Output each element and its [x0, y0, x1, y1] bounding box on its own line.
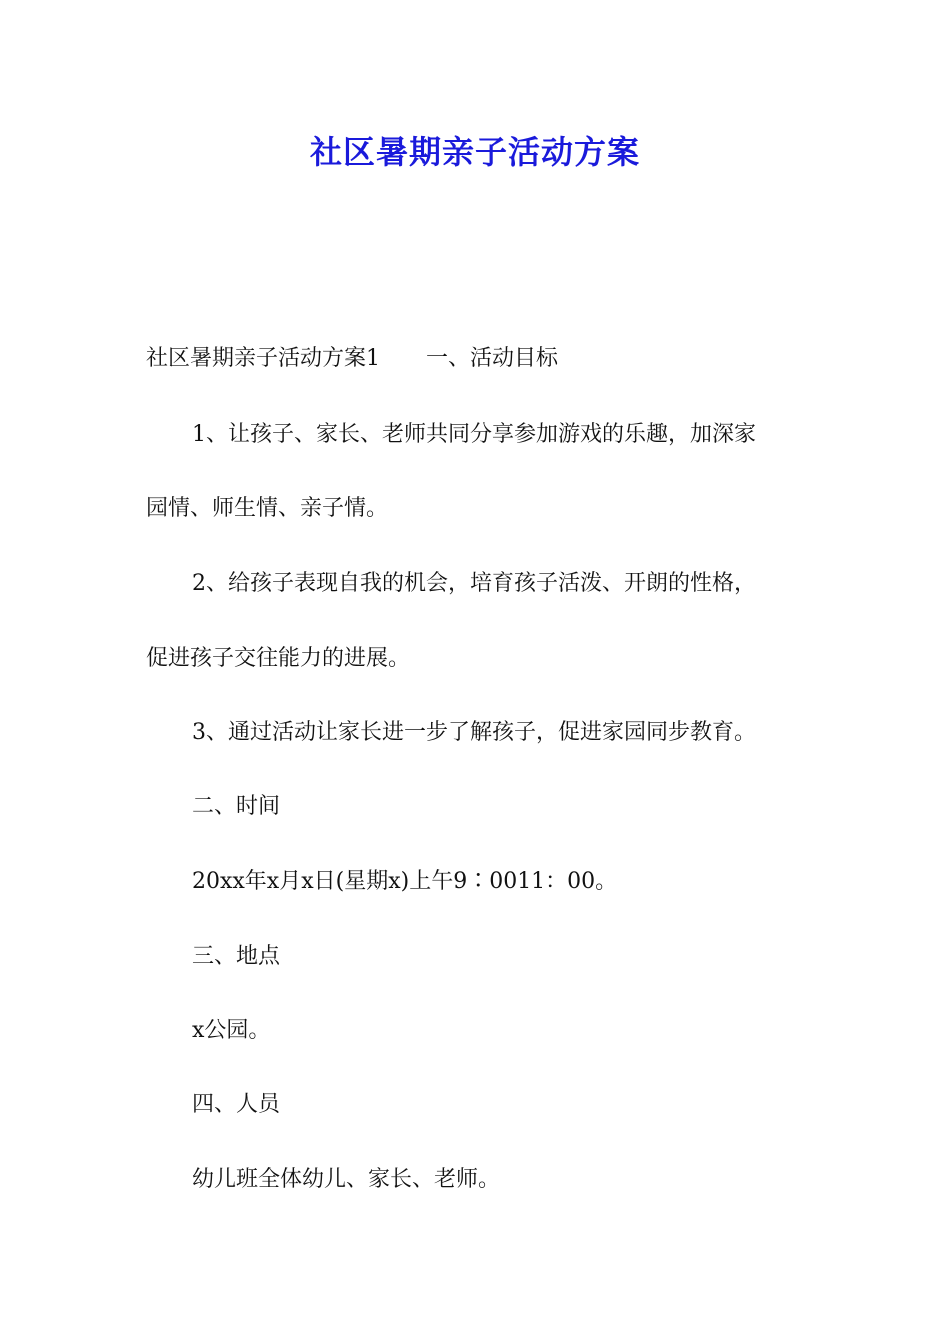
paragraph-line: 园情、师生情、亲子情。 — [146, 496, 389, 521]
plan-heading: 社区暑期亲子活动方案1 — [146, 346, 380, 371]
section-heading-people: 四、人员 — [192, 1092, 281, 1117]
section-heading-time: 二、时间 — [192, 794, 281, 819]
paragraph-line: 1、让孩子、家长、老师共同分享参加游戏的乐趣，加深家 — [192, 422, 756, 447]
place-text: x公园。 — [192, 1018, 271, 1043]
time-text: 20xx年x月x日(星期x)上午9∶0011：00。 — [192, 869, 618, 894]
document-title: 社区暑期亲子活动方案 — [309, 133, 640, 171]
paragraph-line: 3、通过活动让家长进一步了解孩子，促进家园同步教育。 — [192, 720, 756, 745]
paragraph-line: 2、给孩子表现自我的机会，培育孩子活泼、开朗的性格， — [192, 571, 756, 596]
heading-line — [146, 344, 558, 374]
section-heading-place: 三、地点 — [192, 944, 281, 969]
paragraph-line: 促进孩子交往能力的进展。 — [146, 646, 411, 671]
people-text: 幼儿班全体幼儿、家长、老师。 — [192, 1167, 501, 1192]
section-heading-goals: 一、活动目标 — [426, 346, 559, 371]
